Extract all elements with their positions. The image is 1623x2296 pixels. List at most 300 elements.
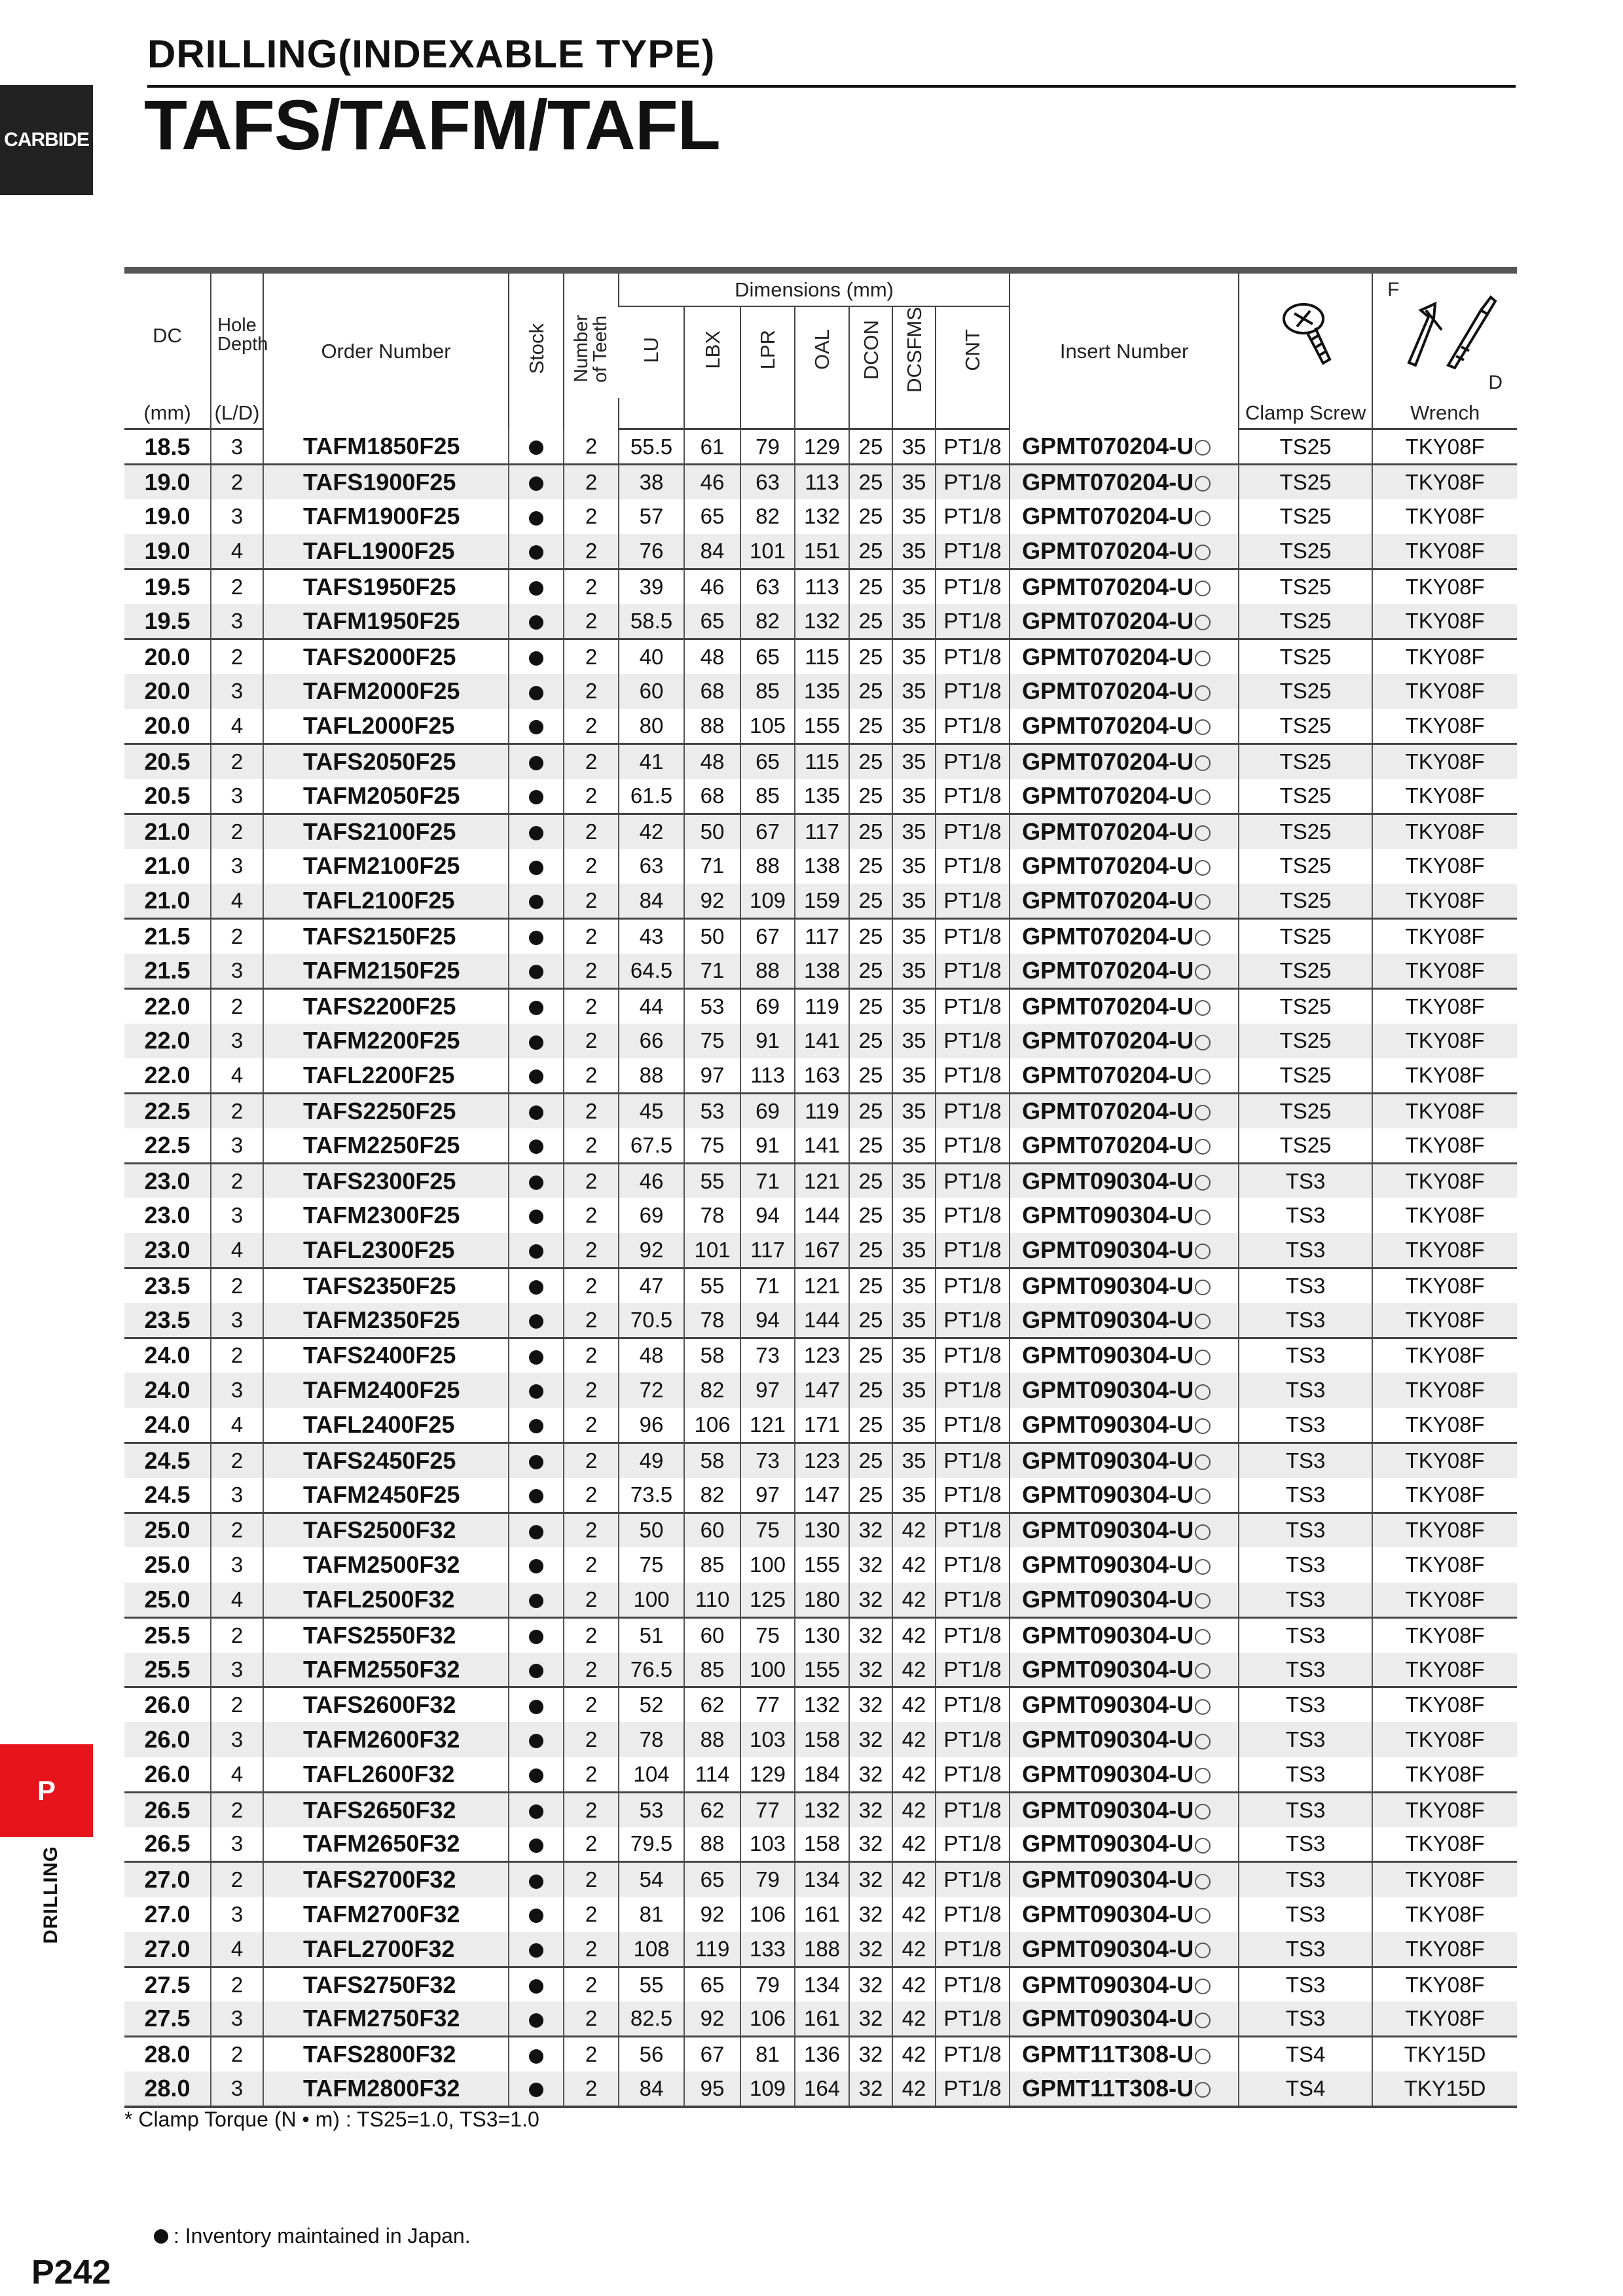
- cell-teeth: 2: [564, 1547, 619, 1582]
- stock-dot-icon: [529, 1909, 543, 1923]
- cell-order: TAFS2750F32: [263, 1967, 509, 2001]
- table-row: [124, 1513, 1517, 1547]
- cell-insert: [1010, 464, 1239, 499]
- cell-lu: 51: [619, 1617, 684, 1652]
- cell-lpr: 91: [740, 1128, 795, 1163]
- section-name-vertical: [39, 1846, 63, 1944]
- cell-teeth: 2: [564, 1827, 619, 1862]
- cell-screw: TS3: [1239, 1198, 1372, 1232]
- cell-screw: TS3: [1239, 1303, 1372, 1338]
- cell-cnt: PT1/8: [936, 1932, 1010, 1967]
- stock-dot-icon: [529, 686, 543, 700]
- cell-teeth: 2: [564, 1024, 619, 1058]
- cell-screw: TS25: [1239, 464, 1372, 499]
- cell-dc: 21.5: [124, 918, 211, 953]
- cell-stock: [509, 1967, 564, 2001]
- cell-oal: 123: [795, 1443, 849, 1477]
- cell-insert: [1010, 1687, 1239, 1722]
- cell-lpr: 106: [740, 2001, 795, 2036]
- cell-cnt: PT1/8: [936, 1058, 1010, 1093]
- cell-insert: [1010, 1653, 1239, 1687]
- cell-order: TAFM2150F25: [263, 954, 509, 988]
- cell-ld: 3: [211, 849, 263, 884]
- cell-cnt: PT1/8: [936, 1478, 1010, 1513]
- header-dim-spacer-lpr: [740, 398, 795, 429]
- stock-dot-icon: [529, 1455, 543, 1469]
- cell-lpr: 113: [740, 1058, 795, 1093]
- cell-oal: 167: [795, 1233, 849, 1268]
- table-row: [124, 534, 1517, 569]
- cell-stock: [509, 534, 564, 569]
- cell-ld: 4: [211, 1932, 263, 1967]
- cell-insert: [1010, 1757, 1239, 1792]
- table-row: [124, 1233, 1517, 1268]
- cell-cnt: PT1/8: [936, 639, 1010, 673]
- cell-insert: [1010, 604, 1239, 639]
- cell-dc: 21.0: [144, 852, 191, 880]
- cell-dc: 27.0: [124, 1862, 211, 1897]
- cell-teeth: 2: [564, 1583, 619, 1617]
- cell-order: TAFS2650F32: [263, 1792, 509, 1827]
- cell-screw: TS3: [1239, 1617, 1372, 1652]
- cell-dcon: 32: [849, 1932, 892, 1967]
- cell-ld: 2: [211, 918, 263, 953]
- cell-stock: [509, 1093, 564, 1128]
- insert-variant-circle-icon: [1195, 511, 1211, 526]
- cell-lpr: 81: [740, 2037, 795, 2072]
- cell-lu: 72: [619, 1372, 684, 1407]
- cell-lbx: 75: [684, 1128, 740, 1163]
- insert-variant-circle-icon: [1195, 440, 1211, 456]
- cell-dc: 20.0: [144, 711, 191, 739]
- cell-wrench: TKY08F: [1372, 1408, 1517, 1443]
- cell-lpr: 109: [740, 2072, 795, 2106]
- cell-lpr: 63: [740, 569, 795, 603]
- table-row: [124, 744, 1517, 778]
- cell-insert: [1010, 1024, 1239, 1058]
- cell-lu: 82.5: [619, 2001, 684, 2036]
- table-row: [124, 1128, 1517, 1163]
- cell-insert: [1010, 1198, 1239, 1232]
- header-dim-spacer-cnt: [936, 398, 1010, 429]
- cell-teeth: 2: [564, 464, 619, 499]
- cell-wrench: TKY08F: [1372, 884, 1517, 918]
- cell-lpr: 103: [740, 1722, 795, 1757]
- cell-order: TAFM2650F32: [263, 1827, 509, 1862]
- cell-dc: 24.5: [124, 1443, 211, 1477]
- cell-teeth: 2: [564, 534, 619, 569]
- cell-ld: 3: [211, 1653, 263, 1687]
- cell-teeth: 2: [564, 988, 619, 1023]
- cell-dcsfms: 35: [892, 779, 936, 814]
- insert-variant-circle-icon: [1195, 1838, 1211, 1854]
- insert-number-text: GPMT070204-U: [1022, 468, 1194, 495]
- cell-lpr: 121: [740, 1408, 795, 1443]
- cell-dcon: 32: [849, 1862, 892, 1897]
- cell-insert: [1010, 1547, 1239, 1582]
- cell-cnt: PT1/8: [936, 1722, 1010, 1757]
- cell-order: TAFL2700F32: [263, 1932, 509, 1967]
- cell-lbx: 88: [684, 1722, 740, 1757]
- cell-insert: [1010, 1932, 1239, 1967]
- cell-oal: 123: [795, 1338, 849, 1372]
- stock-dot-icon: [529, 2013, 543, 2028]
- cell-lu: 47: [619, 1268, 684, 1302]
- cell-stock: [509, 1198, 564, 1232]
- cell-lpr: 88: [740, 954, 795, 988]
- cell-oal: 115: [795, 744, 849, 778]
- cell-stock: [509, 779, 564, 814]
- header-teeth-line1: Number: [571, 315, 592, 383]
- header-clamp-screw-icon-cell: [1239, 274, 1372, 398]
- stock-dot-icon: [529, 651, 543, 666]
- section-tab-p[interactable]: [0, 1744, 93, 1837]
- insert-number-text: GPMT070204-U: [1022, 607, 1194, 634]
- cell-dcsfms: 35: [892, 1093, 936, 1128]
- cell-order: TAFM2550F32: [263, 1653, 509, 1687]
- stock-dot-icon: [529, 1350, 543, 1365]
- cell-lpr: 69: [740, 988, 795, 1023]
- insert-number-text: GPMT090304-U: [1022, 1342, 1194, 1369]
- stock-dot-icon: [529, 1001, 543, 1015]
- cell-cnt: PT1/8: [936, 1827, 1010, 1862]
- cell-dcon: 25: [849, 1024, 892, 1058]
- cell-teeth: 2: [564, 1687, 619, 1722]
- stock-dot-icon: [529, 1314, 543, 1329]
- insert-variant-circle-icon: [1195, 1280, 1211, 1295]
- cell-insert: [1010, 1897, 1239, 1931]
- cell-oal: 121: [795, 1163, 849, 1198]
- cell-dc: 19.0: [124, 534, 211, 569]
- cell-ld: 3: [211, 779, 263, 814]
- cell-ld: 4: [211, 709, 263, 744]
- cell-insert: [1010, 534, 1239, 569]
- header-oal-label: OAL: [811, 329, 833, 370]
- cell-order: TAFS2250F25: [263, 1093, 509, 1128]
- cell-ld: 3: [211, 1128, 263, 1163]
- table-row: [124, 1338, 1517, 1372]
- cell-stock: [509, 814, 564, 848]
- cell-dcsfms: 35: [892, 1198, 936, 1232]
- cell-cnt: PT1/8: [936, 1687, 1010, 1722]
- cell-dcsfms: 42: [892, 1653, 936, 1687]
- cell-stock: [509, 1163, 564, 1198]
- cell-screw: TS25: [1239, 604, 1372, 639]
- cell-stock: [509, 709, 564, 744]
- insert-number-text: GPMT070204-U: [1022, 643, 1194, 670]
- cell-screw: TS25: [1239, 1128, 1372, 1163]
- section-tab-label: CARBIDE: [4, 129, 89, 151]
- cell-insert: [1010, 2072, 1239, 2106]
- insert-variant-circle-icon: [1195, 1139, 1211, 1155]
- cell-screw: TS25: [1239, 918, 1372, 953]
- cell-dc: 19.5: [124, 569, 211, 603]
- cell-order: TAFM2050F25: [263, 779, 509, 814]
- insert-number-text: GPMT090304-U: [1022, 1202, 1194, 1229]
- table-row: [124, 1932, 1517, 1967]
- cell-lpr: 91: [740, 1024, 795, 1058]
- cell-dc: 19.0: [124, 464, 211, 499]
- cell-dcon: 32: [849, 2037, 892, 2072]
- table-row: [124, 1792, 1517, 1827]
- section-tab-carbide[interactable]: [0, 85, 93, 195]
- cell-screw: TS3: [1239, 1687, 1372, 1722]
- insert-number-text: GPMT090304-U: [1022, 1272, 1194, 1299]
- cell-order: TAFM1900F25: [263, 499, 509, 534]
- cell-ld: 3: [211, 2072, 263, 2106]
- cell-insert: [1010, 429, 1239, 464]
- cell-dcsfms: 35: [892, 1338, 936, 1372]
- cell-lpr: 79: [740, 1862, 795, 1897]
- header-dcsfms: [892, 306, 936, 398]
- cell-ld: 2: [211, 2037, 263, 2072]
- cell-lpr: 94: [740, 1198, 795, 1232]
- cell-lbx: 95: [684, 2072, 740, 2106]
- cell-screw: TS25: [1239, 988, 1372, 1023]
- cell-dc: 23.0: [124, 1233, 211, 1268]
- cell-screw: TS25: [1239, 639, 1372, 673]
- insert-variant-circle-icon: [1195, 930, 1211, 946]
- cell-dcsfms: 35: [892, 429, 936, 464]
- cell-order: TAFL2000F25: [263, 709, 509, 744]
- cell-dcon: 25: [849, 639, 892, 673]
- cell-dc: 26.5: [124, 1792, 211, 1827]
- cell-oal: 147: [795, 1478, 849, 1513]
- header-hole-unit: (L/D): [211, 398, 263, 429]
- cell-cnt: PT1/8: [936, 2001, 1010, 2036]
- cell-order: TAFL2600F32: [263, 1757, 509, 1792]
- table-row: [124, 1268, 1517, 1302]
- header-stock: [509, 274, 564, 429]
- cell-lu: 104: [619, 1757, 684, 1792]
- cell-lu: 52: [619, 1687, 684, 1722]
- cell-wrench: TKY08F: [1372, 1967, 1517, 2001]
- cell-dc: 25.0: [124, 1513, 211, 1547]
- cell-order: TAFS2200F25: [263, 988, 509, 1023]
- insert-number-text: GPMT090304-U: [1022, 1236, 1194, 1263]
- cell-stock: [509, 2001, 564, 2036]
- cell-dcsfms: 42: [892, 1757, 936, 1792]
- cell-dc: 20.5: [144, 781, 191, 809]
- cell-dc: 24.0: [124, 1372, 211, 1407]
- cell-stock: [509, 849, 564, 884]
- cell-stock: [509, 429, 564, 464]
- insert-number-text: GPMT070204-U: [1022, 817, 1194, 845]
- cell-order: TAFL2300F25: [263, 1233, 509, 1268]
- cell-dcon: 25: [849, 429, 892, 464]
- cell-wrench: TKY08F: [1372, 499, 1517, 534]
- cell-order: TAFS2450F25: [263, 1443, 509, 1477]
- header-lu-label: LU: [640, 336, 663, 363]
- insert-number-text: GPMT070204-U: [1022, 781, 1194, 809]
- cell-dcon: 32: [849, 1722, 892, 1757]
- cell-ld: 3: [211, 1303, 263, 1338]
- cell-lbx: 58: [684, 1338, 740, 1372]
- cell-ld: 2: [211, 744, 263, 778]
- cell-order: TAFM2500F32: [263, 1547, 509, 1582]
- table-row: [124, 1687, 1517, 1722]
- header-hole-depth: [211, 274, 268, 398]
- cell-oal: 151: [795, 534, 849, 569]
- cell-lbx: 101: [684, 1233, 740, 1268]
- cell-lu: 45: [619, 1093, 684, 1128]
- cell-dcsfms: 42: [892, 1513, 936, 1547]
- product-table-body: [124, 429, 1517, 2107]
- cell-dcon: 25: [849, 1408, 892, 1443]
- cell-lbx: 55: [684, 1163, 740, 1198]
- cell-dcon: 32: [849, 1757, 892, 1792]
- cell-dcsfms: 42: [892, 2072, 936, 2106]
- cell-screw: TS3: [1239, 1163, 1372, 1198]
- stock-dot-icon: [529, 720, 543, 734]
- cell-teeth: 2: [564, 1303, 619, 1338]
- cell-ld: 3: [211, 1024, 263, 1058]
- insert-number-text: GPMT090304-U: [1022, 1691, 1194, 1719]
- stock-dot-icon: [529, 1069, 543, 1084]
- cell-ld: 2: [211, 1617, 263, 1652]
- cell-dc: 27.0: [124, 1932, 211, 1967]
- stock-dot-icon: [529, 1489, 543, 1503]
- cell-stock: [509, 2037, 564, 2072]
- cell-teeth: 2: [564, 1093, 619, 1128]
- cell-lu: 58.5: [619, 604, 684, 639]
- insert-variant-circle-icon: [1195, 1105, 1211, 1121]
- cell-dc: 25.0: [124, 1583, 211, 1617]
- insert-variant-circle-icon: [1195, 1943, 1211, 1958]
- insert-number-text: GPMT090304-U: [1022, 1796, 1194, 1823]
- table-row: [124, 954, 1517, 988]
- cell-wrench: TKY08F: [1372, 1233, 1517, 1268]
- cell-dcon: 25: [849, 1093, 892, 1128]
- table-row: [124, 1372, 1517, 1407]
- cell-cnt: PT1/8: [936, 569, 1010, 603]
- cell-oal: 141: [795, 1024, 849, 1058]
- insert-variant-circle-icon: [1195, 1069, 1211, 1085]
- cell-cnt: PT1/8: [936, 1757, 1010, 1792]
- cell-oal: 164: [795, 2072, 849, 2106]
- cell-screw: TS4: [1239, 2037, 1372, 2072]
- cell-wrench: TKY08F: [1372, 1093, 1517, 1128]
- cell-insert: [1010, 849, 1239, 884]
- cell-order: TAFL2100F25: [263, 884, 509, 918]
- cell-wrench: TKY08F: [1372, 1163, 1517, 1198]
- cell-dcon: 32: [849, 1827, 892, 1862]
- cell-lu: 81: [619, 1897, 684, 1931]
- insert-variant-circle-icon: [1195, 1663, 1211, 1679]
- cell-screw: TS3: [1239, 1443, 1372, 1477]
- cell-lbx: 71: [684, 849, 740, 884]
- cell-dcsfms: 35: [892, 1128, 936, 1163]
- cell-insert: [1010, 1233, 1239, 1268]
- cell-lbx: 61: [684, 429, 740, 464]
- cell-insert: [1010, 1163, 1239, 1198]
- header-lbx: [684, 306, 740, 398]
- cell-lu: 100: [619, 1583, 684, 1617]
- section-tab-p-label: P: [37, 1775, 56, 1806]
- cell-lu: 84: [619, 884, 684, 918]
- cell-cnt: PT1/8: [936, 1093, 1010, 1128]
- cell-oal: 136: [795, 2037, 849, 2072]
- insert-variant-circle-icon: [1195, 1175, 1211, 1191]
- cell-ld: 3: [211, 429, 263, 464]
- cell-lbx: 110: [684, 1583, 740, 1617]
- cell-oal: 155: [795, 1547, 849, 1582]
- cell-lu: 66: [619, 1024, 684, 1058]
- header-cnt-label: CNT: [961, 329, 985, 371]
- cell-dcsfms: 35: [892, 464, 936, 499]
- cell-lbx: 62: [684, 1687, 740, 1722]
- cell-ld: 2: [211, 1338, 263, 1372]
- cell-lpr: 117: [740, 1233, 795, 1268]
- cell-dcsfms: 42: [892, 1792, 936, 1827]
- cell-lpr: 109: [740, 884, 795, 918]
- cell-wrench: TKY08F: [1372, 1024, 1517, 1058]
- cell-stock: [509, 988, 564, 1023]
- insert-number-text: GPMT070204-U: [1022, 922, 1194, 950]
- insert-variant-circle-icon: [1195, 1488, 1211, 1504]
- cell-dc: 20.0: [124, 639, 211, 673]
- cell-insert: [1010, 1372, 1239, 1407]
- cell-lu: 48: [619, 1338, 684, 1372]
- cell-cnt: PT1/8: [936, 1408, 1010, 1443]
- cell-ld: 3: [211, 954, 263, 988]
- cell-lu: 38: [619, 464, 684, 499]
- insert-variant-circle-icon: [1195, 1593, 1211, 1609]
- cell-wrench: TKY08F: [1372, 1583, 1517, 1617]
- cell-teeth: 2: [564, 1198, 619, 1232]
- cell-lu: 39: [619, 569, 684, 603]
- cell-teeth: 2: [564, 2001, 619, 2036]
- stock-dot-icon: [529, 1630, 543, 1644]
- cell-screw: TS3: [1239, 1792, 1372, 1827]
- cell-dcon: 32: [849, 1547, 892, 1582]
- cell-order: TAFS2050F25: [263, 744, 509, 778]
- cell-cnt: PT1/8: [936, 849, 1010, 884]
- page-title: TAFS/TAFM/TAFL: [144, 85, 720, 164]
- cell-cnt: PT1/8: [936, 1303, 1010, 1338]
- cell-wrench: TKY08F: [1372, 1198, 1517, 1232]
- cell-screw: TS3: [1239, 1268, 1372, 1302]
- cell-dcon: 25: [849, 499, 892, 534]
- cell-order: TAFM2700F32: [263, 1897, 509, 1931]
- cell-teeth: 2: [564, 1443, 619, 1477]
- cell-ld: 2: [211, 1792, 263, 1827]
- cell-oal: 158: [795, 1827, 849, 1862]
- cell-dcsfms: 35: [892, 1303, 936, 1338]
- cell-lu: 57: [619, 499, 684, 534]
- cell-insert: [1010, 744, 1239, 778]
- cell-dcon: 25: [849, 849, 892, 884]
- cell-wrench: TKY08F: [1372, 1303, 1517, 1338]
- cell-stock: [509, 1862, 564, 1897]
- header-teeth: [564, 274, 619, 429]
- table-row: [124, 1024, 1517, 1058]
- insert-number-text: GPMT070204-U: [1022, 573, 1194, 600]
- stock-dot-icon: [529, 1280, 543, 1295]
- cell-dc: 18.5: [144, 433, 191, 460]
- cell-oal: 135: [795, 779, 849, 814]
- cell-lu: 49: [619, 1443, 684, 1477]
- cell-order: TAFS2400F25: [263, 1338, 509, 1372]
- cell-lbx: 67: [684, 2037, 740, 2072]
- header-insert-number: Insert Number: [1010, 274, 1239, 429]
- cell-lu: 43: [619, 918, 684, 953]
- table-row: [124, 1093, 1517, 1128]
- cell-dcon: 25: [849, 1372, 892, 1407]
- stock-dot-icon: [529, 861, 543, 875]
- cell-stock: [509, 1583, 564, 1617]
- cell-lbx: 60: [684, 1617, 740, 1652]
